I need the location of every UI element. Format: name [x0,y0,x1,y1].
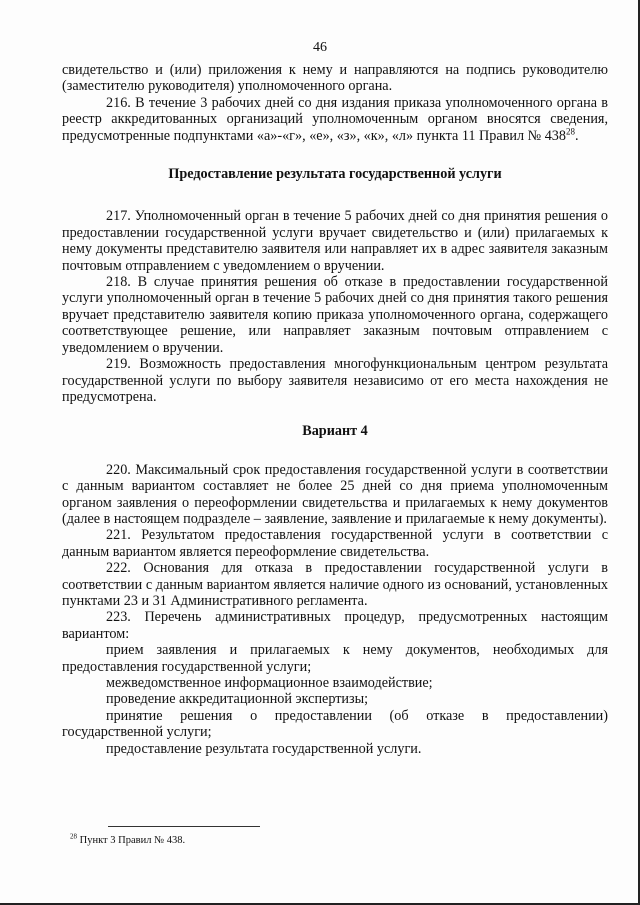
paragraph-220: 220. Максимальный срок предоставления государственной услуги в соответствии с данным вариантом составляет не более 25 дней со дня приема уполномоченным органом заявления о переоформлении свидетельства и прилагаемых к нему документов (далее в настоящем подразделе – заявление, заявление и прилагаемые к нему документы). [62,461,608,527]
section-heading-result: Предоставление результата государственной услуги [168,166,502,183]
footnote-divider [108,826,260,827]
footnote-number: 28 [70,832,77,841]
paragraph-218: 218. В случае принятия решения об отказе в предоставлении государственной услуги уполномоченный орган в течение 5 рабочих дней со дня принятия такого решения вручает представителю заявителя копию приказа уполномоченного органа, содержащего соответствующее решение, или направляет заказным почтовым отправлением с уведомлением о вручении. [62,274,608,356]
procedure-item: прием заявления и прилагаемых к нему документов, необходимых для предоставления государственной услуги; [62,642,608,675]
procedure-item: проведение аккредитационной экспертизы; [106,691,369,708]
paragraph-219: 219. Возможность предоставления многофункциональным центром результата государственной услуги по выбору заявителя независимо от его места нахождения не предусмотрена. [62,356,608,405]
paragraph-continuation: свидетельство и (или) приложения к нему и направляются на подпись руководителю (заместителю руководителя) уполномоченного органа. [62,62,608,95]
footnote-reference[interactable]: 28 [565,125,575,136]
paragraph-222: 222. Основания для отказа в предоставлении государственной услуги в соответствии с данным вариантом является наличие одного из оснований, установленных пунктами 23 и 31 Административного регламента. [62,560,608,609]
paragraph-216-text: 216. В течение 3 рабочих дней со дня издания приказа уполномоченного органа в реестр аккредитованных организаций уполномоченным органом вносятся сведения, предусмотренные подпунктами «а»-«г», «е», «з», «к», «л» пункта 11 Правил № 438 [62,94,608,144]
paragraph-223: 223. Перечень административных процедур, предусмотренных настоящим вариантом: [62,609,608,642]
procedure-item: принятие решения о предоставлении (об отказе в предоставлении) государственной услуги; [62,707,608,741]
section-heading-variant-4: Вариант 4 [302,423,368,440]
page-number: 46 [313,40,327,55]
procedure-item: предоставление результата государственной услуги. [106,740,422,757]
footnote-text: Пункт 3 Правил № 438. [79,835,186,846]
footnote [70,832,186,846]
paragraph-217: 217. Уполномоченный орган в течение 5 рабочих дней со дня принятия решения о предоставлении государственной услуги вручает свидетельство и (или) прилагаемых к нему документы представителю заявителя или направляет их в адрес заявителя заказным почтовым отправлением с уведомлением о вручении. [62,208,608,274]
paragraph-221: 221. Результатом предоставления государственной услуги в соответствии с данным вариантом является переоформление свидетельства. [62,527,608,560]
paragraph-216: 216. В течение 3 рабочих дней со дня издания приказа уполномоченного органа в реестр аккредитованных организаций уполномоченным органом вносятся сведения, предусмотренные подпунктами «а»-«г», «е», «з», «к», «л» пункта 11 Правил № $438^{28}$. [62,94,608,144]
document-body [62,62,608,757]
procedure-item: межведомственное информационное взаимодействие; [106,675,433,691]
